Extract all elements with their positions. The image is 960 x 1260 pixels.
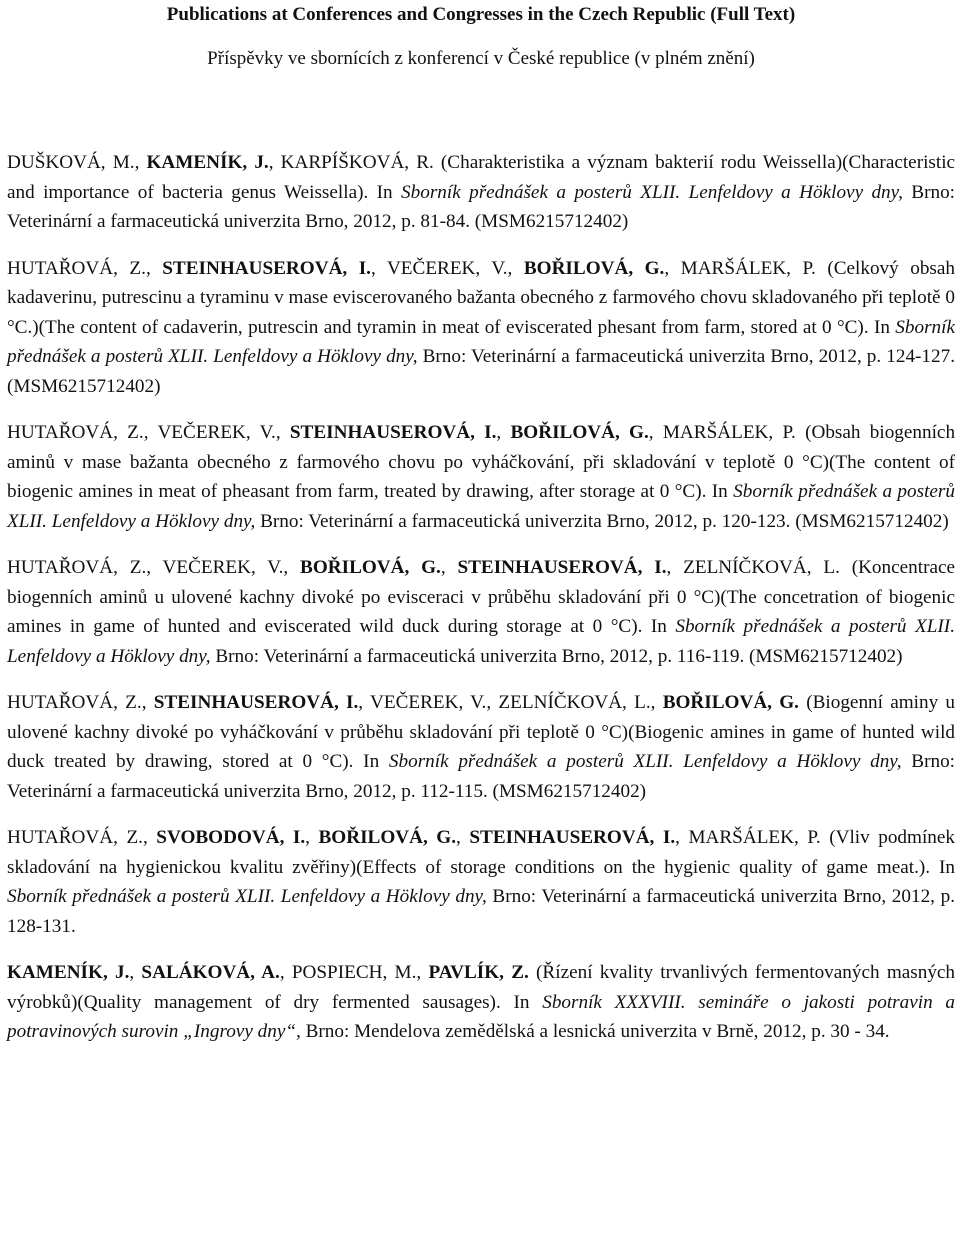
author-name: BOŘILOVÁ, G. [510,422,649,443]
publisher-details: Brno: Veterinární a farmaceutická univerzita Brno, 2012, p. 81-84. (MSM6215712402) [7,181,955,232]
author-name: VEČEREK, V. [157,422,276,443]
author-name: HUTAŘOVÁ, Z. [7,827,143,848]
publisher-details: Brno: Veterinární a farmaceutická univerzita Brno, 2012, p. 112-115. (MSM6215712402) [7,751,955,802]
proceedings-name: Sborník přednášek a posterů XLII. Lenfeldovy a Höklovy dny, [401,181,903,203]
publisher-details: Brno: Veterinární a farmaceutická univerzita Brno, 2012, p. 120-123. (MSM6215712402) [255,510,949,532]
author-name: BOŘILOVÁ, G. [662,692,799,713]
publication-entry: HUTAŘOVÁ, Z., VEČEREK, V., BOŘILOVÁ, G., STEINHAUSEROVÁ, I., ZELNÍČKOVÁ, L. (Koncentrace biogenních aminů u ulovené kachny divoké po evisceraci v průběhu skladování při 0 °C)(The concetration of biogenic amines in game of hunted and eviscerated wild duck during storage at 0 °C). In Sborník přednášek a posterů XLII. Lenfeldovy a Höklovy dny, Brno: Veterinární a farmaceutická univerzita Brno, 2012, p. 116-119. (MSM6215712402) [7,557,956,667]
publication-title: (Charakteristika a význam bakterií rodu Weissella)(Characteristic and importance of bacteria genus Weissella). In [7,152,956,203]
author-name: MARŠÁLEK, P. [680,257,816,279]
author-name: STEINHAUSEROVÁ, I. [469,827,676,848]
author-name: STEINHAUSEROVÁ, I. [162,257,371,279]
page-subtitle: Příspěvky ve sbornících z konferencí v České republice (v plném znění) [207,48,755,69]
publication-title: (Biogenní aminy u ulovené kachny divoké po vyháčkování v průběhu skladování při teplotě 0 °C)(Biogenic amines in game of hunted wild duck treated by drawing, stored at 0 °C). In [7,692,956,772]
proceedings-name: Sborník přednášek a posterů XLII. Lenfeldovy a Höklovy dny, [7,316,955,367]
proceedings-name: Sborník přednášek a posterů XLII. Lenfeldovy a Höklovy dny, [7,481,955,532]
author-name: BOŘILOVÁ, G. [523,257,665,279]
author-name: STEINHAUSEROVÁ, I. [457,557,667,578]
publication-title: (Celkový obsah kadaverinu, putrescinu a tyraminu v mase eviscerovaného bažanta obecného z farmového chovu skladovaného při teplotě 0 °C.)(The content of cadaverin, putrescin and tyramin in meat of eviscerated phesant from farm, stored at 0 °C). In [7,257,955,338]
publisher-details: Brno: Veterinární a farmaceutická univerzita Brno, 2012, p. 128-131. [7,886,955,937]
publication-title: (Koncentrace biogenních aminů u ulovené kachny divoké po evisceraci v průběhu skladování při 0 °C)(The concetration of biogenic amines in game of hunted and eviscerated wild duck during storage at 0 °C). In [7,557,956,637]
publication-entry: KAMENÍK, J., SALÁKOVÁ, A., POSPIECH, M., PAVLÍK, Z. (Řízení kvality trvanlivých fermentovaných masných výrobků)(Quality management of dry fermented sausages). In Sborník XXXVIII. semináře o jakosti potravin a potravinových surovin „Ingrovy dny“, Brno: Mendelova zemědělská a lesnická univerzita v Brně, 2012, p. 30 - 34. [7,962,956,1042]
author-name: STEINHAUSEROVÁ, I. [153,692,359,713]
author-name: VEČEREK, V. [370,692,487,713]
publication-list [7,148,955,1047]
publication-title: (Obsah biogenních aminů v mase bažanta obecného z farmového chovu po vyháčkování, při skladování v teplotě 0 °C)(The content of biogenic amines in meat of pheasant from farm, treated by drawing, after storage at 0 °C). In [7,422,956,502]
author-name: SALÁKOVÁ, A. [141,962,280,983]
publication-entry: HUTAŘOVÁ, Z., STEINHAUSEROVÁ, I., VEČEREK, V., BOŘILOVÁ, G., MARŠÁLEK, P. (Celkový obsah kadaverinu, putrescinu a tyraminu v mase eviscerovaného bažanta obecného z farmového chovu skladovaného při teplotě 0 °C.)(The content of cadaverin, putrescin and tyramin in meat of eviscerated phesant from farm, stored at 0 °C). In Sborník přednášek a posterů XLII. Lenfeldovy a Höklovy dny, Brno: Veterinární a farmaceutická univerzita Brno, 2012, p. 124-127. (MSM6215712402) [7,257,956,397]
author-name: DUŠKOVÁ, M. [7,152,135,173]
publication-entry: HUTAŘOVÁ, Z., STEINHAUSEROVÁ, I., VEČEREK, V., ZELNÍČKOVÁ, L., BOŘILOVÁ, G. (Biogenní aminy u ulovené kachny divoké po vyháčkování v průběhu skladování při teplotě 0 °C)(Biogenic amines in game of hunted wild duck treated by drawing, stored at 0 °C). In Sborník přednášek a posterů XLII. Lenfeldovy a Höklovy dny, Brno: Veterinární a farmaceutická univerzita Brno, 2012, p. 112-115. (MSM6215712402) [7,692,956,802]
author-name: KAMENÍK, J. [146,152,269,173]
proceedings-name: Sborník přednášek a posterů XLII. Lenfeldovy a Höklovy dny, [7,886,487,907]
author-name: SVOBODOVÁ, I. [156,827,306,848]
proceedings-name: Sborník přednášek a posterů XLII. Lenfeldovy a Höklovy dny, [388,751,902,772]
author-name: HUTAŘOVÁ, Z. [7,422,144,443]
author-name: POSPIECH, M. [291,962,417,983]
author-name: PAVLÍK, Z. [428,962,529,983]
publication-title: (Řízení kvality trvanlivých fermentovaných masných výrobků)(Quality management of dry fermented sausages). In [7,962,956,1013]
proceedings-name: Sborník XXXVIII. semináře o jakosti potravin a potravinových surovin „Ingrovy dny“, [7,991,956,1042]
publication-title: (Vliv podmínek skladování na hygienickou kvalitu zvěřiny)(Effects of storage conditions on the hygienic quality of game meat.). In [7,827,955,878]
author-name: VEČEREK, V. [386,257,508,279]
author-name: BOŘILOVÁ, G. [318,827,457,848]
page-title: Publications at Conferences and Congresses in the Czech Republic (Full Text) [166,4,796,25]
author-name: MARŠÁLEK, P. [662,422,796,443]
author-name: KAMENÍK, J. [7,962,130,983]
proceedings-name: Sborník přednášek a posterů XLII. Lenfeldovy a Höklovy dny, [7,616,955,667]
author-name: KARPÍŠKOVÁ, R. [280,152,434,173]
publication-entry: HUTAŘOVÁ, Z., VEČEREK, V., STEINHAUSEROVÁ, I., BOŘILOVÁ, G., MARŠÁLEK, P. (Obsah biogenních aminů v mase bažanta obecného z farmového chovu po vyháčkování, při skladování v teplotě 0 °C)(The content of biogenic amines in meat of pheasant from farm, treated by drawing, after storage at 0 °C). In Sborník přednášek a posterů XLII. Lenfeldovy a Höklovy dny, Brno: Veterinární a farmaceutická univerzita Brno, 2012, p. 120-123. (MSM6215712402) [7,422,956,532]
publisher-details: Brno: Veterinární a farmaceutická univerzita Brno, 2012, p. 116-119. (MSM6215712402) [210,645,903,667]
author-name: ZELNÍČKOVÁ, L. [498,692,651,713]
author-name: HUTAŘOVÁ, Z. [7,257,146,279]
author-name: BOŘILOVÁ, G. [300,557,441,578]
author-name: HUTAŘOVÁ, Z. [7,557,147,578]
publisher-details: Brno: Mendelova zemědělská a lesnická univerzita v Brně, 2012, p. 30 - 34. [300,1021,890,1042]
author-name: MARŠÁLEK, P. [688,827,821,848]
publication-entry: DUŠKOVÁ, M., KAMENÍK, J., KARPÍŠKOVÁ, R. (Charakteristika a význam bakterií rodu Weissella)(Characteristic and importance of bacteria genus Weissella). In Sborník přednášek a posterů XLII. Lenfeldovy a Höklovy dny, Brno: Veterinární a farmaceutická univerzita Brno, 2012, p. 81-84. (MSM6215712402) [7,152,956,232]
author-name: VEČEREK, V. [162,557,284,578]
author-name: HUTAŘOVÁ, Z. [7,692,142,713]
author-name: ZELNÍČKOVÁ, L. [683,557,840,578]
publication-entry: HUTAŘOVÁ, Z., SVOBODOVÁ, I., BOŘILOVÁ, G., STEINHAUSEROVÁ, I., MARŠÁLEK, P. (Vliv podmínek skladování na hygienickou kvalitu zvěřiny)(Effects of storage conditions on the hygienic quality of game meat.). In Sborník přednášek a posterů XLII. Lenfeldovy a Höklovy dny, Brno: Veterinární a farmaceutická univerzita Brno, 2012, p. 128-131. [7,827,955,937]
author-name: STEINHAUSEROVÁ, I. [289,422,497,443]
publisher-details: Brno: Veterinární a farmaceutická univerzita Brno, 2012, p. 124-127. (MSM6215712402) [7,346,956,397]
